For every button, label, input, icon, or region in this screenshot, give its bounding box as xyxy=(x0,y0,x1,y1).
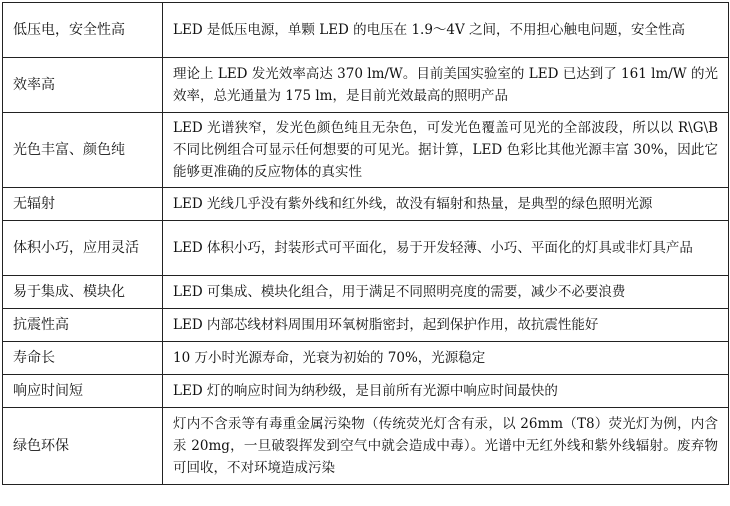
feature-cell: 寿命长 xyxy=(3,342,163,375)
table-row xyxy=(3,58,729,113)
feature-cell: 抗震性高 xyxy=(3,309,163,342)
led-features-table xyxy=(2,2,729,485)
description-cell: LED 可集成、模块化组合，用于满足不同照明亮度的需要，减少不必要浪费 xyxy=(163,276,729,309)
description-cell: LED 灯的响应时间为纳秒级，是目前所有光源中响应时间最快的 xyxy=(163,375,729,408)
table-row xyxy=(3,309,729,342)
description-cell: LED 体积小巧，封装形式可平面化，易于开发轻薄、小巧、平面化的灯具或非灯具产品 xyxy=(163,221,729,276)
led-features-table-container xyxy=(2,2,728,485)
feature-cell: 易于集成、模块化 xyxy=(3,276,163,309)
description-cell: 灯内不含汞等有毒重金属污染物（传统荧光灯含有汞，以 26mm（T8）荧光灯为例，内含汞 20mg，一旦破裂挥发到空气中就会造成中毒）。光谱中无红外线和紫外线辐射。废弃物可回收，不对环境造成污染 xyxy=(163,408,729,485)
feature-cell: 效率高 xyxy=(3,58,163,113)
table-row xyxy=(3,188,729,221)
feature-cell: 响应时间短 xyxy=(3,375,163,408)
table-row xyxy=(3,221,729,276)
table-row xyxy=(3,3,729,58)
description-cell: 10 万小时光源寿命，光衰为初始的 70%，光源稳定 xyxy=(163,342,729,375)
table-row xyxy=(3,113,729,188)
table-row xyxy=(3,342,729,375)
table-row xyxy=(3,408,729,485)
feature-cell: 低压电，安全性高 xyxy=(3,3,163,58)
feature-cell: 绿色环保 xyxy=(3,408,163,485)
table-row xyxy=(3,276,729,309)
feature-cell: 无辐射 xyxy=(3,188,163,221)
description-cell: 理论上 LED 发光效率高达 370 lm/W。目前美国实验室的 LED 已达到了 161 lm/W 的光效率，总光通量为 175 lm，是目前光效最高的照明产品 xyxy=(163,58,729,113)
description-cell: LED 内部芯线材料周围用环氧树脂密封，起到保护作用，故抗震性能好 xyxy=(163,309,729,342)
description-cell: LED 是低压电源，单颗 LED 的电压在 1.9～4V 之间，不用担心触电问题，安全性高 xyxy=(163,3,729,58)
description-cell: LED 光线几乎没有紫外线和红外线，故没有辐射和热量，是典型的绿色照明光源 xyxy=(163,188,729,221)
feature-cell: 体积小巧，应用灵活 xyxy=(3,221,163,276)
description-cell: LED 光谱狭窄，发光色颜色纯且无杂色，可发光色覆盖可见光的全部波段，所以以 R\G\B 不同比例组合可显示任何想要的可见光。据计算，LED 色彩比其他光源丰富 30%，因此它能够更准确的反应物体的真实性 xyxy=(163,113,729,188)
feature-cell: 光色丰富、颜色纯 xyxy=(3,113,163,188)
table-row xyxy=(3,375,729,408)
